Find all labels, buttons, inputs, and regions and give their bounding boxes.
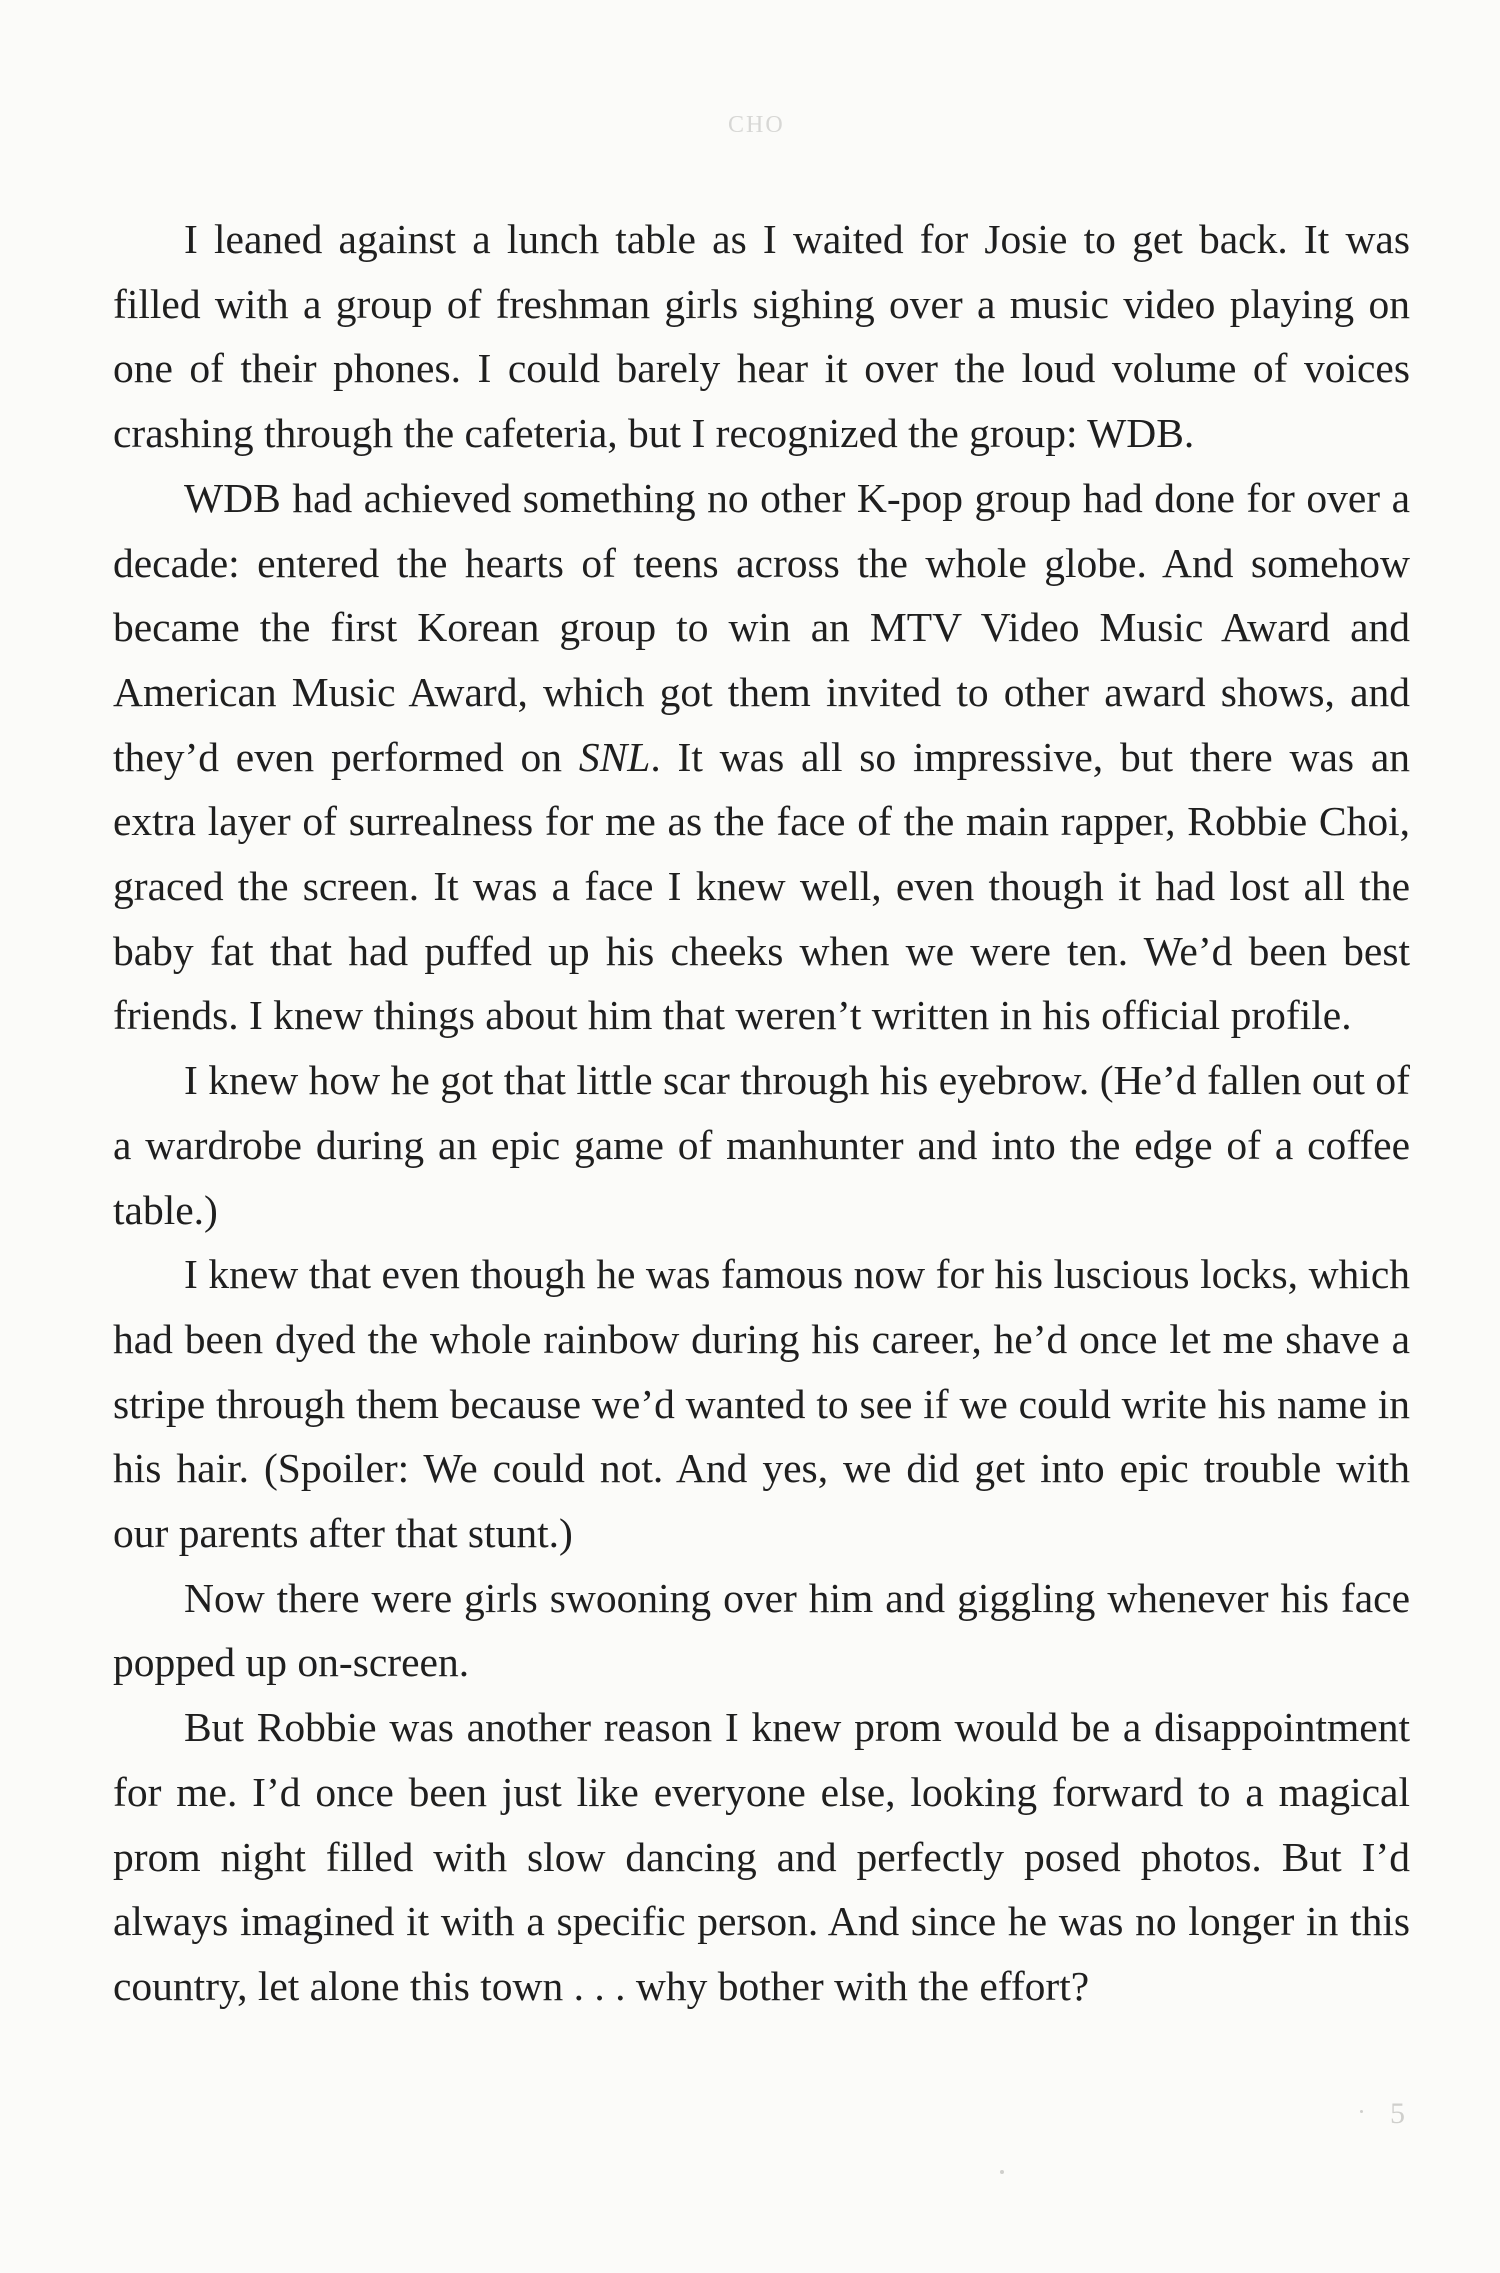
scan-speck [1000,2170,1004,2174]
paragraph-6: But Robbie was another reason I knew prom would be a disappointment for me. I’d once been just like everyone else, looking forward to a magical prom night filled with slow dancing and perfectly posed photos. But I’d always imagined it with a specific person. And since he was no longer in this country, let alone this town . . . why bother with the effort? [113,1704,1410,2009]
running-head: CHO [728,112,785,138]
paragraph-1: I leaned against a lunch table as I waited for Josie to get back. It was filled with a group of freshman girls sighing over a music video playing on one of their phones. I could barely hear it over the loud volume of voices crashing through the cafeteria, but I recognized the group: WDB. [113,216,1410,457]
snl-title: SNL [578,733,651,780]
page-number: 5 [1390,2097,1405,2130]
paragraph-5: Now there were girls swooning over him and giggling whenever his face popped up on-screen. [113,1574,1410,1686]
body-text [113,207,1410,2019]
scan-speck [1360,2110,1363,2113]
paragraph-4: I knew that even though he was famous now for his luscious locks, which had been dyed the whole rainbow during his career, he’d once let me shave a stripe through them because we’d wanted to see if we could write his name in his hair. (Spoiler: We could not. And yes, we did get into epic trouble with our parents after that stunt.) [113,1251,1410,1557]
paragraph-2-text-a: WDB had achieved something no other K-pop group had done for over a decade: entered the hearts of teens across the whole globe. And somehow became the first Korean group to win an MTV Video Music Award and American Music Award, which got them invited to other award shows, and they’d even performed on [113,474,1410,780]
paragraph-2 [113,466,1410,1048]
paragraph-3: I knew how he got that little scar through his eyebrow. (He’d fallen out of a wardrobe during an epic game of manhunter and into the edge of a coffee table.) [113,1057,1410,1233]
paragraph-2-text-b: . It was all so impressive, but there was an extra layer of surrealness for me as the face of the main rapper, Robbie Choi, graced the screen. It was a face I knew well, even though it had lost all the baby fat that had puffed up his cheeks when we were ten. We’d been best friends. I knew things about him that weren’t written in his official profile. [113,733,1410,1039]
